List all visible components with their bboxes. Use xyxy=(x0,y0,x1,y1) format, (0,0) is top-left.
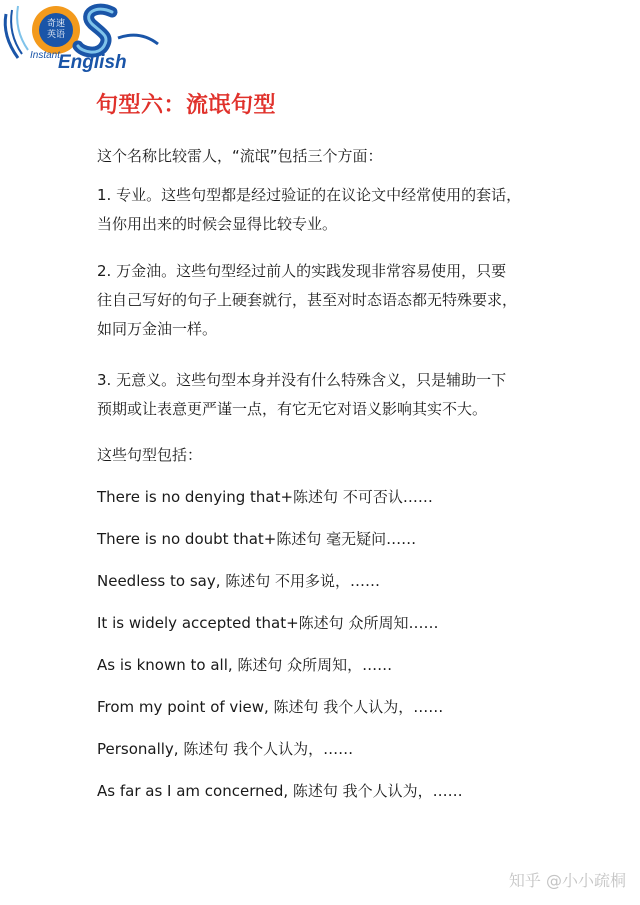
instant-english-logo xyxy=(0,0,165,80)
point-2-line-2: 往自己写好的句子上硬套就行，甚至对时态语态都无特殊要求， xyxy=(97,291,518,309)
logo-instant-text: Instant xyxy=(30,50,61,61)
logo-english-text: English xyxy=(58,52,127,73)
point-2-line-1: 2. 万金油。这些句型经过前人的实践发现非常容易使用，只要 xyxy=(97,262,507,280)
list-intro: 这些句型包括： xyxy=(97,446,203,464)
section-title: 句型六：流氓句型 xyxy=(96,93,277,118)
point-2-line-3: 如同万金油一样。 xyxy=(97,320,218,338)
point-2 xyxy=(97,257,517,344)
sentence-item: There is no doubt that+陈述句 毫无疑问…… xyxy=(97,530,417,548)
sentence-item: As far as I am concerned, 陈述句 我个人认为，…… xyxy=(97,782,463,800)
point-1 xyxy=(97,181,521,239)
point-1-line-1: 1. 专业。这些句型都是经过验证的在议论文中经常使用的套话， xyxy=(97,186,522,204)
point-1-line-2: 当你用出来的时候会显得比较专业。 xyxy=(97,215,338,233)
watermark: 知乎 @小小疏桐 xyxy=(508,871,626,890)
sentence-item: It is widely accepted that+陈述句 众所周知…… xyxy=(97,614,439,632)
sentence-item: From my point of view, 陈述句 我个人认为，…… xyxy=(97,698,444,716)
logo-cn-line2: 英语 xyxy=(46,30,65,40)
point-3 xyxy=(97,366,506,424)
sentence-item: Personally, 陈述句 我个人认为，…… xyxy=(97,740,354,758)
sentence-item: As is known to all, 陈述句 众所周知，…… xyxy=(97,656,393,674)
sentence-item: There is no denying that+陈述句 不可否认…… xyxy=(97,488,433,506)
sentence-item: Needless to say, 陈述句 不用多说，…… xyxy=(97,572,381,590)
intro-text: 这个名称比较雷人，“流氓”包括三个方面： xyxy=(97,147,383,165)
logo-cn-text xyxy=(41,19,71,41)
point-3-line-2: 预期或让表意更严谨一点，有它无它对语义影响其实不大。 xyxy=(97,400,488,418)
logo-cn-line1: 奇速 xyxy=(46,19,65,29)
point-3-line-1: 3. 无意义。这些句型本身并没有什么特殊含义，只是辅助一下 xyxy=(97,371,507,389)
